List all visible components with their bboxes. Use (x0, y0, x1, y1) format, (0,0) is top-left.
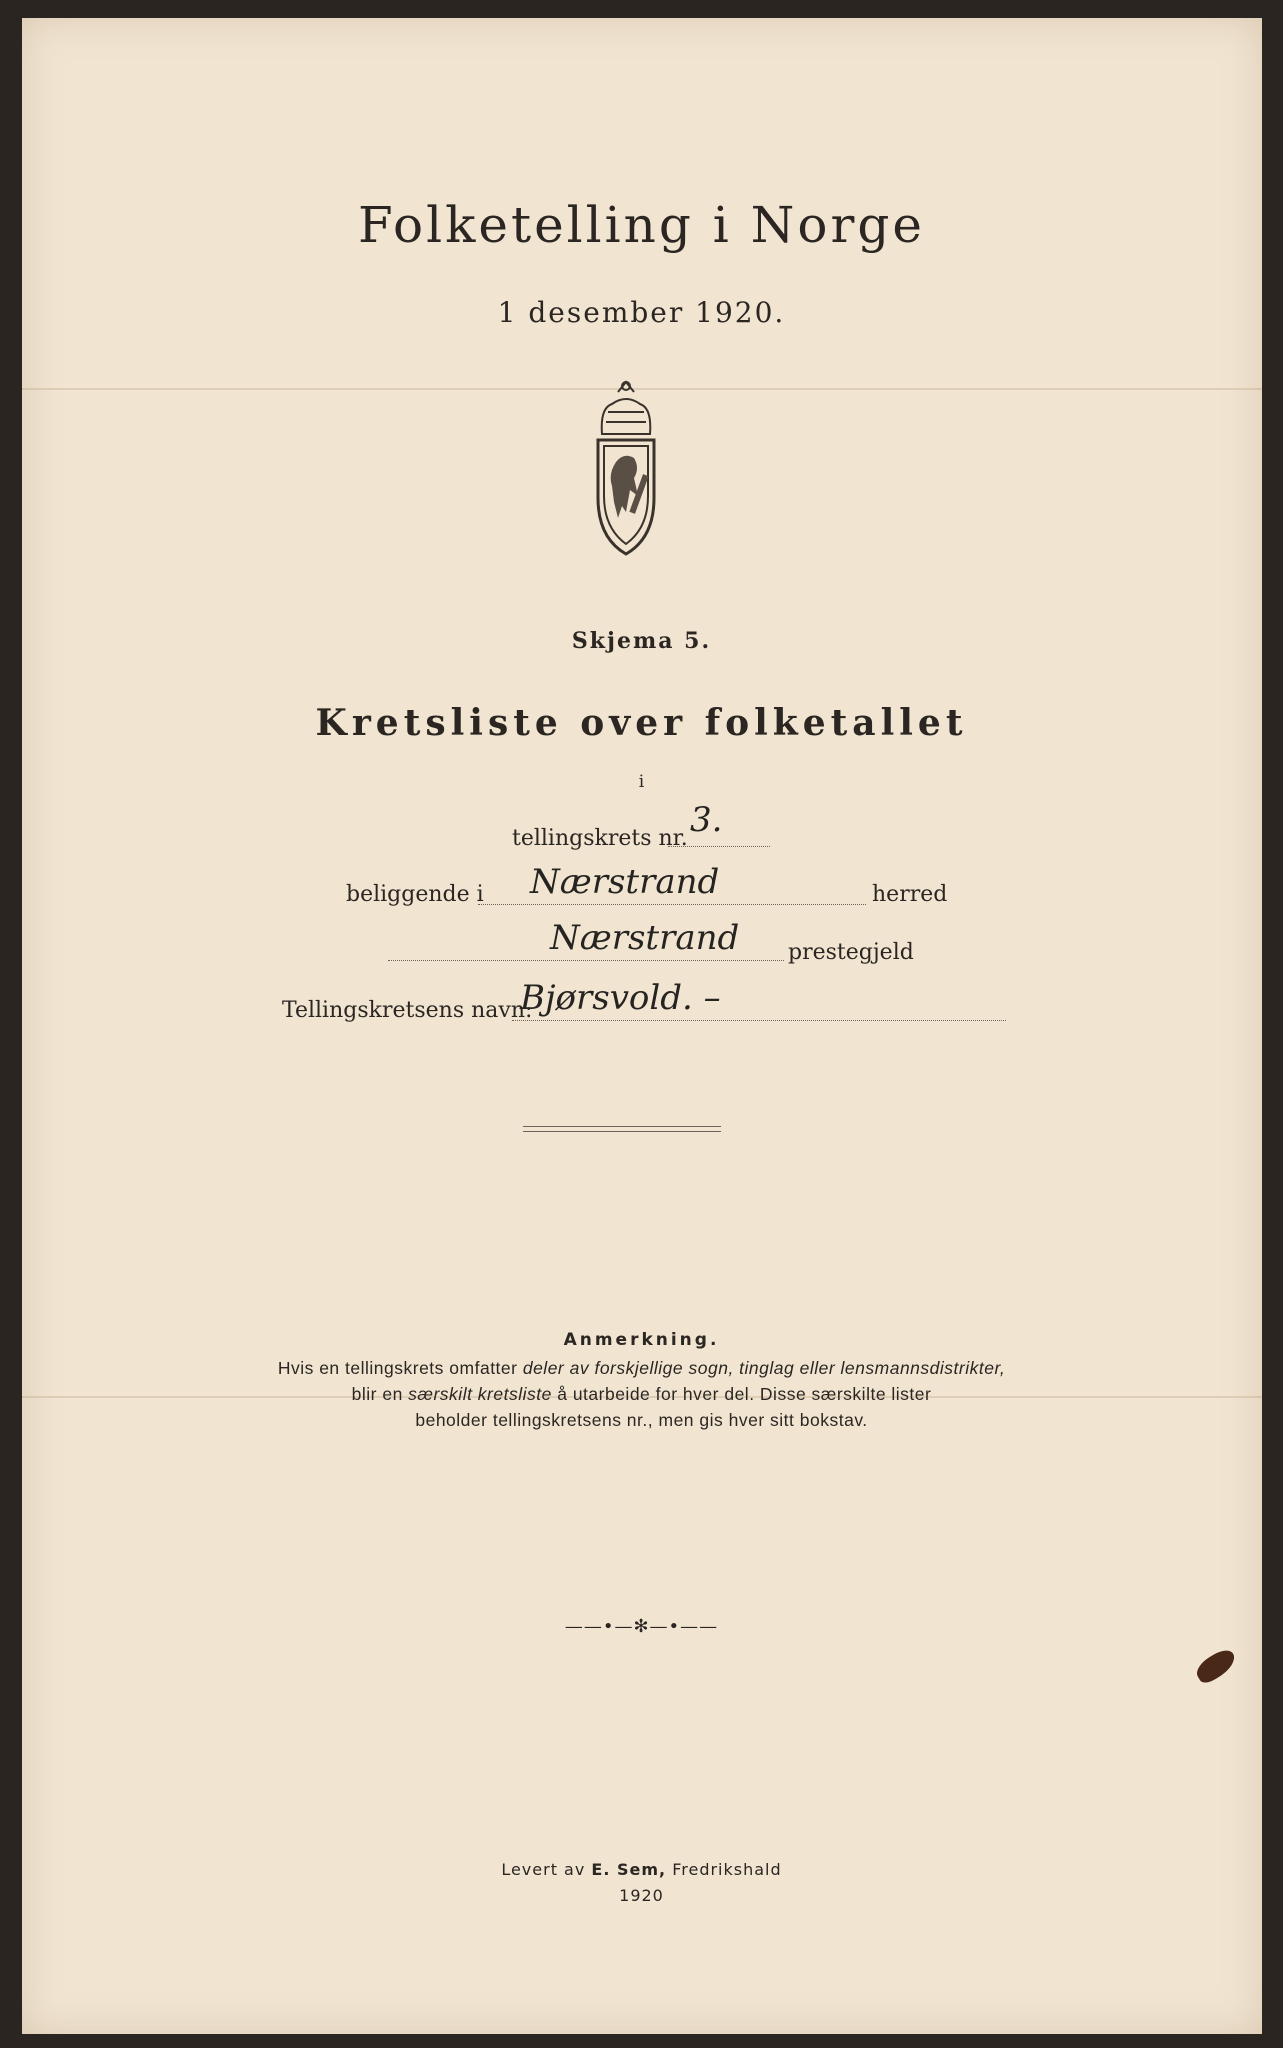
norwegian-coat-of-arms-icon (578, 378, 674, 558)
schema-label: Skjema 5. (571, 628, 712, 654)
krets-number-label: tellingskrets nr. (512, 826, 688, 851)
printer-name: E. Sem, (591, 1860, 667, 1879)
note-line-2-text-a: blir en (351, 1384, 409, 1404)
district-name-field (512, 1020, 1006, 1021)
census-date: 1 desember 1920. (497, 296, 786, 329)
district-name-label: Tellingskretsens navn: (282, 998, 533, 1023)
note-line-2 (0, 1384, 1283, 1405)
print-year: 1920 (619, 1886, 664, 1905)
krets-number-field (668, 846, 770, 847)
printer-text-a: Levert av (501, 1860, 592, 1879)
prestegjeld-field (388, 960, 784, 961)
note-line-1-italic: deler av forskjellige sogn, tinglag eller lensmannsdistrikter, (522, 1358, 1006, 1378)
krets-number-value: 3. (690, 800, 723, 840)
herred-field (478, 904, 866, 905)
note-title: Anmerkning. (563, 1330, 720, 1350)
herred-value: Nærstrand (530, 862, 720, 902)
note-line-2-text-b: å utarbeide for hver del. Disse særskilte lister (551, 1384, 932, 1404)
decorative-ornament: ——•—✻—•—— (564, 1616, 719, 1637)
note-line-3: beholder tellingskretsens nr., men gis hver sitt bokstav. (415, 1410, 868, 1430)
prestegjeld-value: Nærstrand (550, 918, 740, 958)
note-line-1-text: Hvis en tellingskrets omfatter (277, 1358, 523, 1378)
district-name-value: Bjørsvold. – (520, 978, 721, 1018)
printer-text-c: Fredrikshald (666, 1860, 782, 1879)
separator-rule (523, 1126, 721, 1132)
printer-credit (0, 1860, 1283, 1879)
location-label: beliggende i (346, 882, 484, 907)
prestegjeld-label: prestegjeld (788, 940, 914, 965)
document-title: Folketelling i Norge (358, 196, 925, 254)
note-line-1 (0, 1358, 1283, 1379)
herred-label: herred (872, 882, 948, 907)
note-line-2-italic: særskilt kretsliste (408, 1384, 552, 1404)
connector-text: i (638, 772, 645, 792)
form-heading: Kretsliste over folketallet (315, 702, 968, 744)
